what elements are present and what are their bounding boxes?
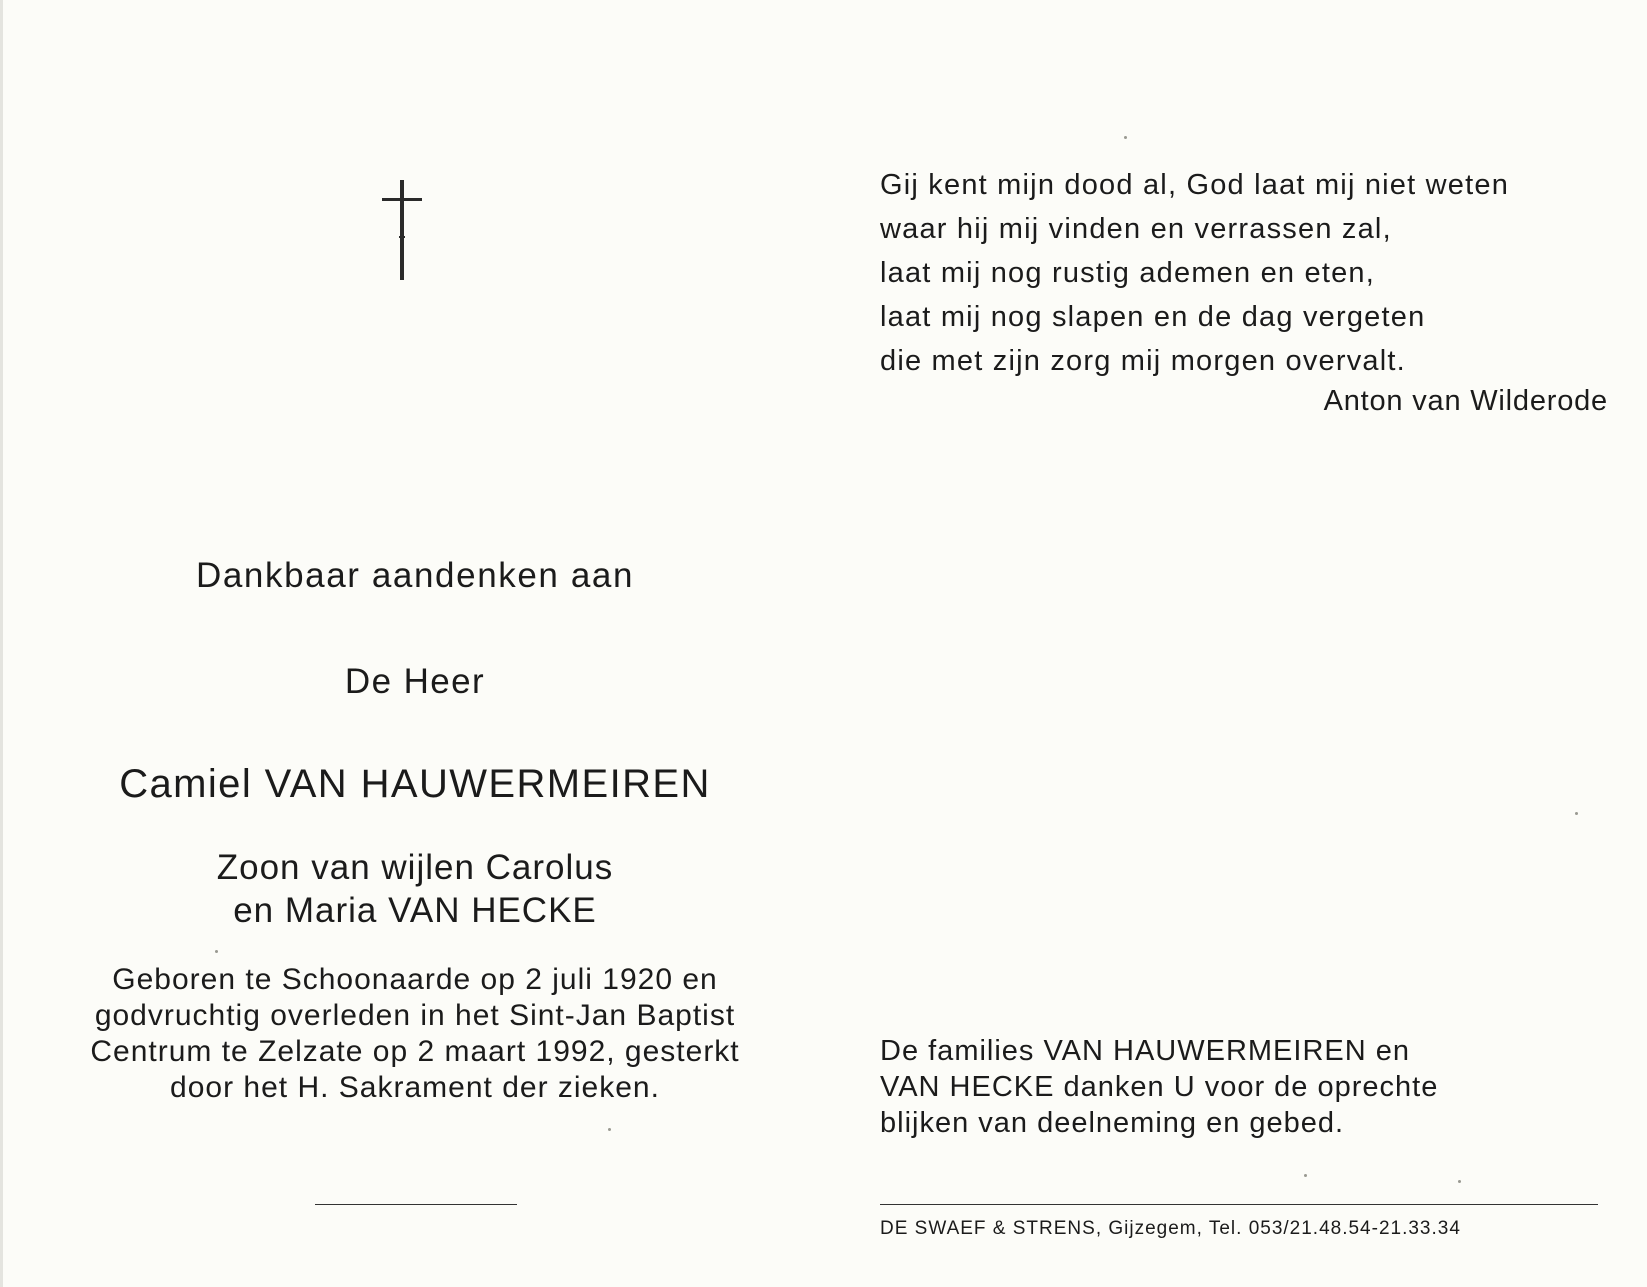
paper-speck bbox=[1458, 1180, 1461, 1183]
poem-line: waar hij mij vinden en verrassen zal, bbox=[880, 213, 1392, 245]
thanks-line: VAN HECKE danken U voor de oprechte bbox=[880, 1071, 1439, 1103]
poem-line: Gij kent mijn dood al, God laat mij niet weten bbox=[880, 169, 1510, 201]
thanks-line: blijken van deelneming en gebed. bbox=[880, 1107, 1345, 1139]
right-panel bbox=[880, 0, 1647, 1287]
paper-speck bbox=[1124, 136, 1127, 139]
deceased-name: Camiel VAN HAUWERMEIREN bbox=[119, 762, 711, 806]
remembrance-intro: Dankbaar aandenken aan bbox=[195, 556, 635, 595]
honorific: De Heer bbox=[344, 662, 486, 701]
poem-line: die met zijn zorg mij morgen overvalt. bbox=[880, 345, 1406, 377]
biography-block bbox=[0, 962, 830, 1106]
biography-line: Centrum te Zelzate op 2 maart 1992, gesterkt bbox=[90, 1035, 740, 1068]
poem-author: Anton van Wilderode bbox=[1323, 385, 1608, 417]
divider-line bbox=[315, 1204, 517, 1205]
biography-line: godvruchtig overleden in het Sint-Jan Baptist bbox=[94, 999, 736, 1032]
paper-speck bbox=[215, 950, 218, 953]
thanks-line: De families VAN HAUWERMEIREN en bbox=[880, 1035, 1411, 1067]
biography-line: door het H. Sakrament der zieken. bbox=[170, 1071, 660, 1104]
poem-line: laat mij nog rustig ademen en eten, bbox=[880, 257, 1375, 289]
paper-speck bbox=[1575, 812, 1578, 815]
divider-line bbox=[880, 1204, 1598, 1205]
cross-icon bbox=[372, 180, 432, 280]
poem-line: laat mij nog slapen en de dag vergeten bbox=[880, 301, 1426, 333]
biography-line: Geboren te Schoonaarde op 2 juli 1920 en bbox=[112, 963, 718, 996]
poem-block bbox=[880, 163, 1600, 383]
paper-speck bbox=[608, 1128, 611, 1131]
parents-block bbox=[0, 846, 830, 932]
thanks-block bbox=[880, 1033, 1600, 1141]
parents-line: Zoon van wijlen Carolus bbox=[216, 848, 614, 887]
printer-imprint: DE SWAEF & STRENS, Gijzegem, Tel. 053/21.48.54-21.33.34 bbox=[880, 1218, 1461, 1239]
paper-speck bbox=[1304, 1174, 1307, 1177]
parents-line: en Maria VAN HECKE bbox=[233, 891, 597, 930]
